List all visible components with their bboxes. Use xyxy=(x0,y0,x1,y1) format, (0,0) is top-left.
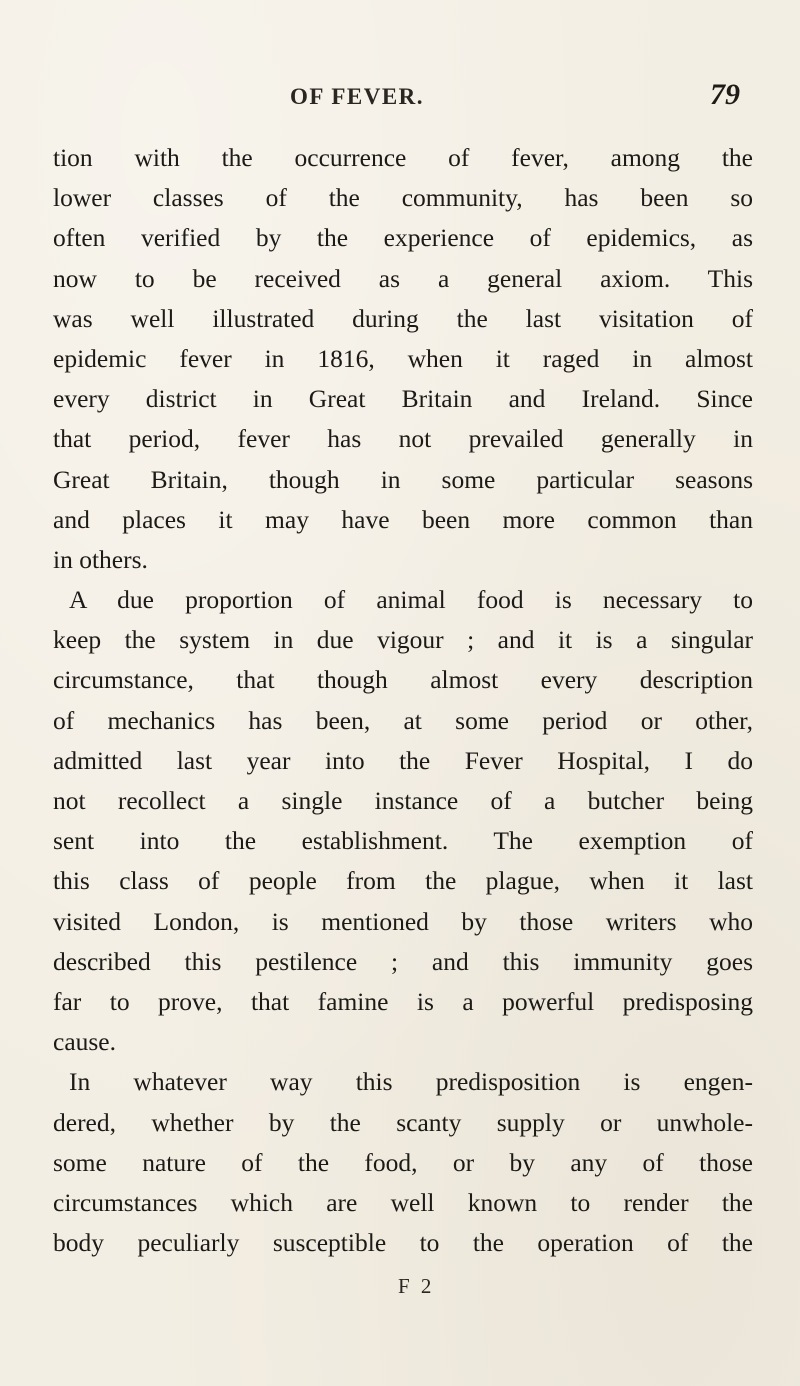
text-line: not recollect a single instance of a butcher being xyxy=(53,786,753,815)
paragraph-start-line: A due proportion of animal food is necessary to xyxy=(69,585,753,615)
text-line: that period, fever has not prevailed generally in xyxy=(53,424,753,454)
text-line: this class of people from the plague, when it last xyxy=(53,866,753,896)
page-number: 79 xyxy=(710,78,740,111)
text-line: Great Britain, though in some particular seasons xyxy=(53,464,753,494)
text-line: sent into the establishment. The exemption of xyxy=(53,826,753,856)
text-line: in others. xyxy=(53,544,148,574)
paragraph-start-line: In whatever way this predisposition is engen- xyxy=(69,1067,753,1097)
text-line: often verified by the experience of epidemics, as xyxy=(53,223,753,253)
page-header xyxy=(60,78,740,120)
text-line: keep the system in due vigour ; and it is a singular xyxy=(53,625,753,655)
text-line: visited London, is mentioned by those writers who xyxy=(53,906,753,936)
text-line: tion with the occurrence of fever, among the xyxy=(53,143,753,172)
text-line: far to prove, that famine is a powerful predisposing xyxy=(53,986,753,1016)
text-line: admitted last year into the Fever Hospital, I do xyxy=(53,745,753,775)
text-line: described this pestilence ; and this immunity goes xyxy=(53,946,753,976)
text-line: now to be received as a general axiom. This xyxy=(53,263,753,293)
text-line: epidemic fever in 1816, when it raged in almost xyxy=(53,343,753,373)
signature-mark: F 2 xyxy=(398,1274,435,1298)
text-line: circumstances which are well known to render the xyxy=(53,1187,753,1217)
text-line: of mechanics has been, at some period or other, xyxy=(53,705,753,735)
text-line: circumstance, that though almost every description xyxy=(53,665,753,695)
body-text xyxy=(53,138,753,1263)
text-line: and places it may have been more common than xyxy=(53,504,753,534)
running-head: OF FEVER. xyxy=(290,84,425,109)
text-line: body peculiarly susceptible to the operation of the xyxy=(53,1228,753,1258)
text-line: some nature of the food, or by any of those xyxy=(53,1147,753,1177)
text-line: lower classes of the community, has been so xyxy=(53,183,753,213)
text-line: dered, whether by the scanty supply or unwhole- xyxy=(53,1107,753,1137)
text-line: was well illustrated during the last visitation of xyxy=(53,303,753,333)
text-line: cause. xyxy=(53,1027,117,1057)
text-line: every district in Great Britain and Ireland. Since xyxy=(53,384,753,414)
